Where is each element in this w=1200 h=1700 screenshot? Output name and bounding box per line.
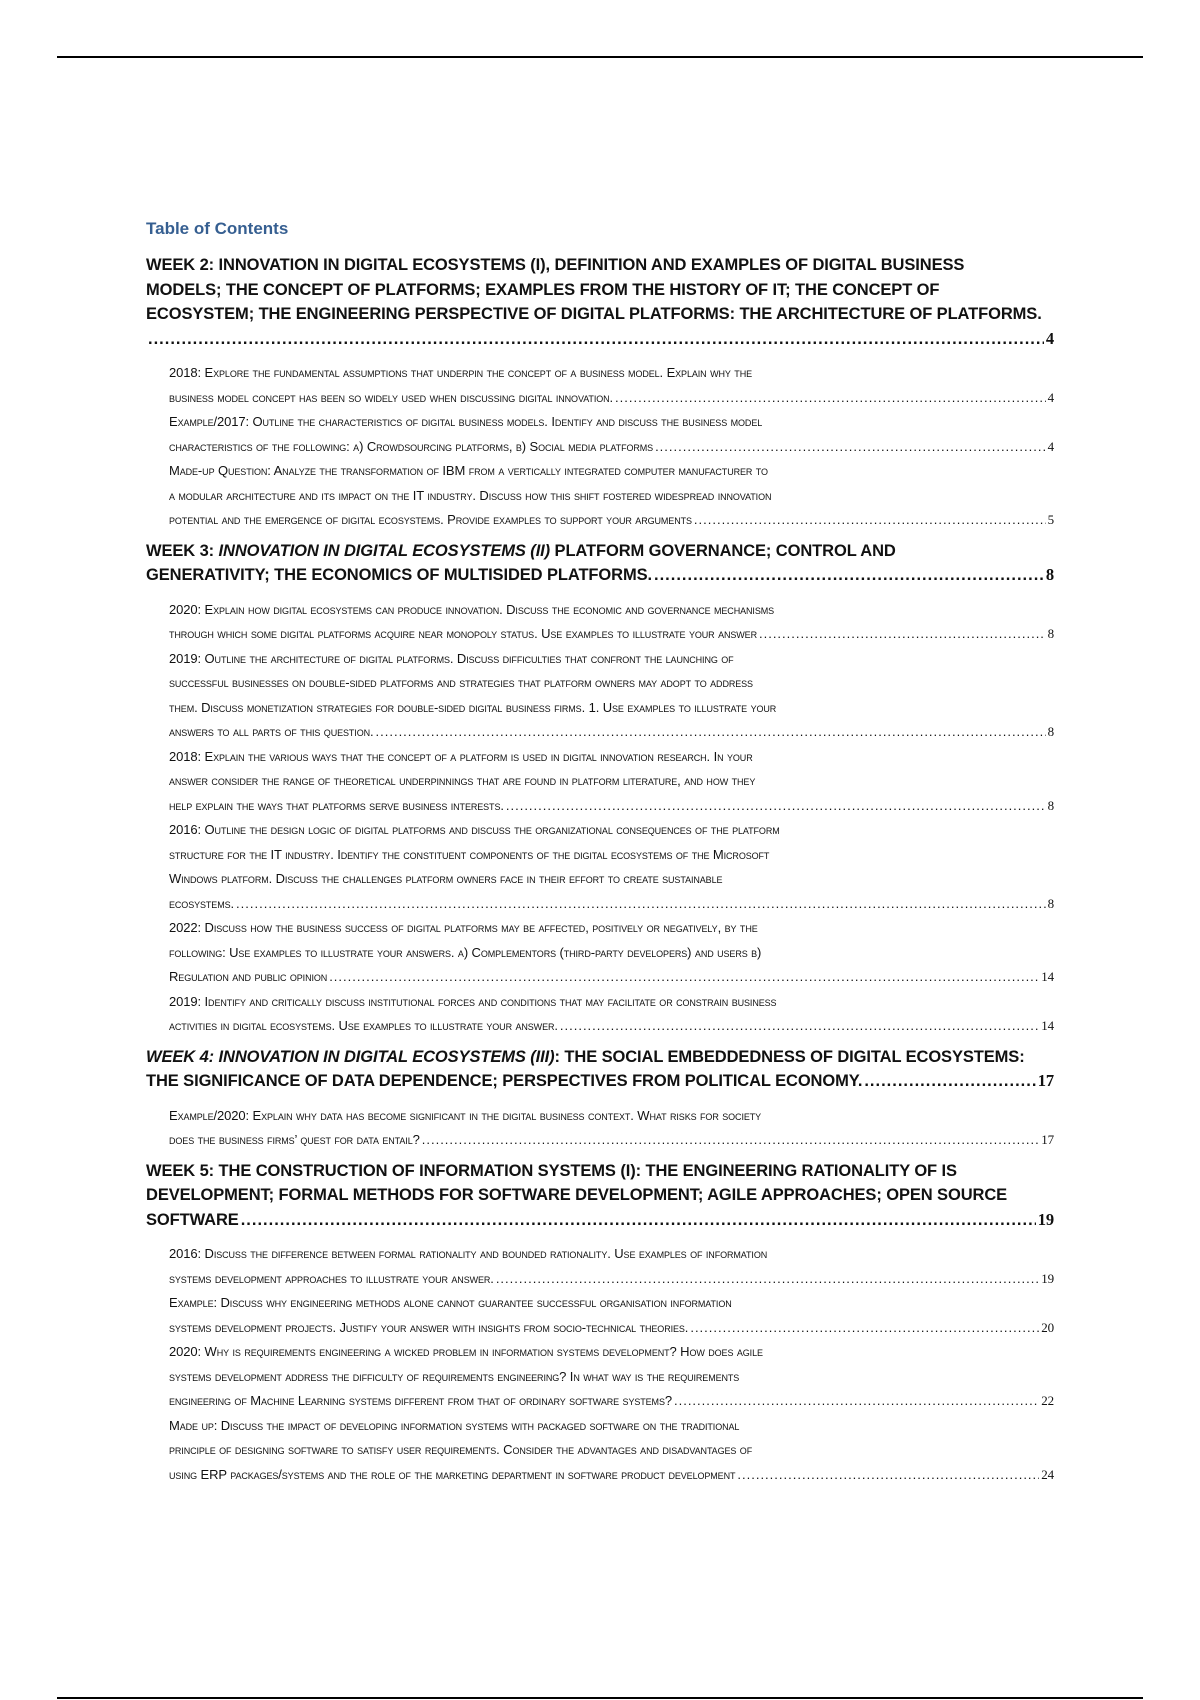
page-number: 8 <box>1047 626 1054 641</box>
entry-line: a modular architecture and its impact on the IT industry. Discuss how this shift fostered widespread innovation <box>169 487 772 503</box>
entry-tail-text: ecosystems. <box>169 895 235 911</box>
toc-entry-question[interactable] <box>169 1340 1054 1414</box>
toc-entry-question[interactable] <box>169 990 1054 1039</box>
entry-tail-text: using ERP packages/systems and the role of the marketing department in software product development <box>169 1466 736 1482</box>
entry-tail-text: through which some digital platforms acquire near monopoly status. Use examples to illustrate your answer <box>169 626 757 641</box>
toc-entry-question[interactable] <box>169 410 1054 459</box>
entry-line: them. Discuss monetization strategies for double-sided digital business firms. 1. Use examples to illustrate your <box>169 699 777 715</box>
entry-tail <box>146 563 1054 588</box>
entry-line: 2018: Explore the fundamental assumptions that underpin the concept of a business model. Explain why the <box>169 365 752 380</box>
entry-line: answer consider the range of theoretical underpinnings that are found in platform literature, and how they <box>169 773 756 788</box>
entry-tail-text: systems development approaches to illustrate your answer. <box>169 1270 494 1286</box>
toc-entry-question[interactable] <box>169 1291 1054 1340</box>
dot-leader <box>690 1316 1039 1341</box>
toc-entry-week-2[interactable] <box>146 253 1054 351</box>
dot-leader <box>674 1389 1039 1414</box>
dot-leader <box>694 508 1046 533</box>
entry-line: following: Use examples to illustrate your answers. a) Complementors (third-party developers) and users b) <box>169 944 762 960</box>
toc-entry-question[interactable] <box>169 1242 1054 1291</box>
page-number: 24 <box>1041 1466 1054 1482</box>
entry-line: 2018: Explain the various ways that the concept of a platform is used in digital innovation research. In your <box>169 748 753 764</box>
entry-tail <box>169 386 1054 411</box>
page-number: 22 <box>1041 1393 1054 1408</box>
entry-line: ECOSYSTEM; THE ENGINEERING PERSPECTIVE OF DIGITAL PLATFORMS: THE ARCHITECTURE OF PLATFORMS. <box>146 305 1042 323</box>
entry-line: principle of designing software to satisfy user requirements. Consider the advantages and disadvantages of <box>169 1442 753 1457</box>
page-number: 8 <box>1045 565 1054 584</box>
entry-line <box>146 1045 1054 1070</box>
dot-leader <box>236 892 1046 917</box>
entry-tail-text: activities in digital ecosystems. Use examples to illustrate your answer. <box>169 1018 558 1033</box>
entry-line: Example: Discuss why engineering methods alone cannot guarantee successful organisation information <box>169 1295 732 1310</box>
entry-line: 2020: Why is requirements engineering a wicked problem in information systems development? How does agile <box>169 1344 763 1359</box>
entry-tail <box>169 435 1054 460</box>
week-3-questions <box>146 598 1054 1039</box>
dot-leader <box>654 563 1044 588</box>
entry-line: WEEK 2: INNOVATION IN DIGITAL ECOSYSTEMS (I), DEFINITION AND EXAMPLES OF DIGITAL BUSINESS <box>146 256 965 274</box>
entry-line: 2019: Outline the architecture of digital platforms. Discuss difficulties that confront the launching of <box>169 650 734 666</box>
dot-leader <box>615 386 1046 411</box>
entry-line: 2019: Identify and critically discuss institutional forces and conditions that may facilitate or constrain business <box>169 993 777 1009</box>
entry-line: 2016: Outline the design logic of digital platforms and discuss the organizational consequences of the platform <box>169 822 780 837</box>
dot-leader <box>376 720 1046 745</box>
entry-line: 2016: Discuss the difference between formal rationality and bounded rationality. Use examples of information <box>169 1246 768 1261</box>
toc-entry-question[interactable] <box>169 459 1054 533</box>
dot-leader <box>506 794 1046 819</box>
toc-entry-week-4[interactable] <box>146 1045 1054 1094</box>
entry-tail <box>146 1069 1054 1094</box>
entry-tail-text: GENERATIVITY; THE ECONOMICS OF MULTISIDED PLATFORMS. <box>146 566 652 584</box>
entry-tail <box>169 1316 1054 1341</box>
page-number: 5 <box>1047 512 1054 527</box>
week-5-questions <box>146 1242 1054 1487</box>
entry-tail <box>146 1208 1054 1233</box>
page-number: 19 <box>1037 1209 1054 1229</box>
toc-entry-question[interactable] <box>169 745 1054 819</box>
entry-line: 2020: Explain how digital ecosystems can produce innovation. Discuss the economic and governance mechanisms <box>169 601 775 617</box>
toc-entry-question[interactable] <box>169 598 1054 647</box>
entry-line: DEVELOPMENT; FORMAL METHODS FOR SOFTWARE DEVELOPMENT; AGILE APPROACHES; OPEN SOURCE <box>146 1186 1008 1204</box>
page-number: 14 <box>1041 969 1054 984</box>
toc-title: Table of Contents <box>146 219 289 238</box>
dot-leader <box>864 1069 1035 1094</box>
entry-tail-text: answers to all parts of this question. <box>169 724 374 739</box>
dot-leader <box>655 435 1046 460</box>
entry-line: systems development address the difficulty of requirements engineering? In what way is the requirements <box>169 1368 740 1384</box>
entry-tail-text: business model concept has been so widely used when discussing digital innovation. <box>169 389 614 405</box>
toc-entry-question[interactable] <box>169 1104 1054 1153</box>
page-number: 4 <box>1047 438 1054 454</box>
entry-tail-text: Regulation and public opinion <box>169 969 328 984</box>
footer-rule <box>57 1697 1143 1699</box>
entry-tail-text: THE SIGNIFICANCE OF DATA DEPENDENCE; PERSPECTIVES FROM POLITICAL ECONOMY. <box>146 1072 863 1090</box>
dot-leader <box>422 1128 1039 1153</box>
dot-leader <box>148 327 1044 352</box>
week-2-questions <box>146 361 1054 533</box>
entry-line: Example/2020: Explain why data has become significant in the digital business context. What risks for society <box>169 1107 762 1123</box>
entry-line <box>146 539 1054 564</box>
entry-line: successful businesses on double-sided platforms and strategies that platform owners may adopt to address <box>169 675 753 690</box>
page-number: 14 <box>1041 1018 1054 1033</box>
toc-entry-question[interactable] <box>169 1414 1054 1488</box>
entry-line: Made-up Question: Analyze the transformation of IBM from a vertically integrated computer manufacturer to <box>169 463 768 478</box>
week-4-questions <box>146 1104 1054 1153</box>
toc-entry-question[interactable] <box>169 361 1054 410</box>
entry-line: Example/2017: Outline the characteristics of digital business models. Identify and discuss the business model <box>169 414 763 429</box>
entry-tail <box>169 794 1054 819</box>
entry-tail-text: help explain the ways that platforms serve business interests. <box>169 797 504 813</box>
page-number: 17 <box>1041 1132 1054 1147</box>
entry-prefix: WEEK 3: <box>146 541 219 560</box>
entry-emphasis: INNOVATION IN DIGITAL ECOSYSTEMS (II) <box>218 541 551 560</box>
page-number: 8 <box>1047 797 1054 813</box>
dot-leader <box>329 965 1039 990</box>
entry-line: structure for the IT industry. Identify the constituent components of the digital ecosystems of the Microsoft <box>169 846 770 862</box>
entry-tail-text: SOFTWARE <box>146 1210 239 1229</box>
entry-tail-text: engineering of Machine Learning systems different from that of ordinary software systems? <box>169 1393 672 1408</box>
page-number: 8 <box>1047 895 1054 911</box>
toc-entry-week-5[interactable] <box>146 1159 1054 1233</box>
table-of-contents <box>146 218 1054 1493</box>
entry-tail-text: does the business firms’ quest for data entail? <box>169 1132 420 1147</box>
entry-tail <box>169 622 1054 647</box>
entry-tail <box>169 892 1054 917</box>
entry-line: 2022: Discuss how the business success of digital platforms may be affected, positively or negatively, by the <box>169 920 758 935</box>
entry-tail-text: potential and the emergence of digital ecosystems. Provide examples to support your arguments <box>169 512 692 527</box>
entry-tail <box>169 965 1054 990</box>
toc-entry-question[interactable] <box>169 647 1054 745</box>
entry-tail <box>169 1128 1054 1153</box>
entry-line: Windows platform. Discuss the challenges platform owners face in their effort to create sustainable <box>169 871 723 886</box>
entry-tail <box>169 1389 1054 1414</box>
toc-entry-question[interactable] <box>169 818 1054 916</box>
toc-entry-question[interactable] <box>169 916 1054 990</box>
dot-leader <box>759 622 1046 647</box>
page-number: 19 <box>1041 1270 1054 1286</box>
entry-rest: PLATFORM GOVERNANCE; CONTROL AND <box>550 541 896 560</box>
dot-leader <box>496 1267 1039 1292</box>
entry-tail <box>169 1014 1054 1039</box>
dot-leader <box>241 1208 1036 1233</box>
page-number: 4 <box>1045 328 1054 348</box>
header-rule <box>57 56 1143 58</box>
page-number: 8 <box>1047 724 1054 739</box>
entry-tail <box>169 1267 1054 1292</box>
entry-tail-text: characteristics of the following: a) Crowdsourcing platforms, b) Social media platforms <box>169 438 654 454</box>
entry-line: MODELS; THE CONCEPT OF PLATFORMS; EXAMPLES FROM THE HISTORY OF IT; THE CONCEPT OF <box>146 280 940 299</box>
page-number: 4 <box>1047 389 1054 405</box>
entry-line: WEEK 5: THE CONSTRUCTION OF INFORMATION SYSTEMS (I): THE ENGINEERING RATIONALITY OF IS <box>146 1161 957 1180</box>
entry-tail <box>146 327 1054 352</box>
entry-line: Made up: Discuss the impact of developing information systems with packaged software on the traditional <box>169 1417 740 1433</box>
entry-tail <box>169 508 1054 533</box>
page-number: 20 <box>1041 1319 1054 1335</box>
entry-tail <box>169 1463 1054 1488</box>
dot-leader <box>737 1463 1039 1488</box>
entry-tail-text: systems development projects. Justify your answer with insights from socio-technical theories. <box>169 1319 689 1335</box>
toc-entry-week-3[interactable] <box>146 539 1054 588</box>
entry-tail <box>169 720 1054 745</box>
entry-emphasis: WEEK 4: INNOVATION IN DIGITAL ECOSYSTEMS (III) <box>146 1047 555 1066</box>
page-number: 17 <box>1037 1071 1054 1090</box>
entry-rest: : THE SOCIAL EMBEDDEDNESS OF DIGITAL ECOSYSTEMS: <box>554 1047 1025 1066</box>
dot-leader <box>560 1014 1039 1039</box>
